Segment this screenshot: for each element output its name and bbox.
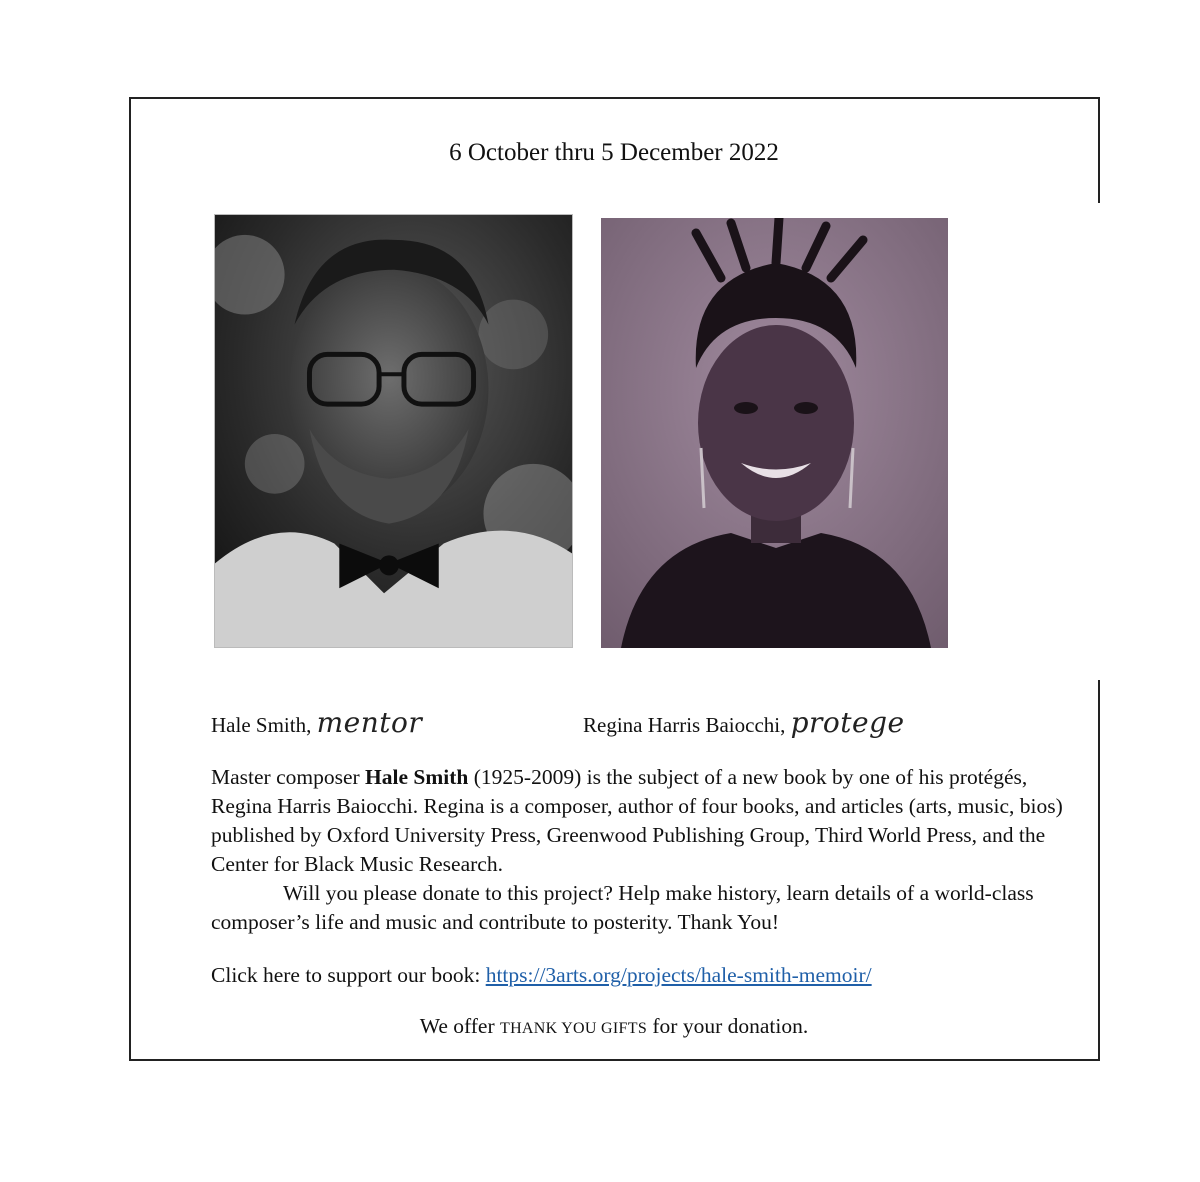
- hale-smith-bold-name: Hale Smith: [365, 765, 469, 789]
- protege-role-label: protege: [790, 706, 905, 739]
- hale-smith-caption: [211, 701, 422, 747]
- hale-smith-name: Hale Smith,: [211, 713, 317, 737]
- paragraph-1-rest: (1925-2009) is the subject of a new book by one of his protégés, Regina Harris Baiocchi. Regina is a composer, author of four books, and articles (arts, music, bios) published by Oxford University Press, Greenwood Publishing Group, Third World Press, and the Center for Black Music Research.: [211, 765, 1063, 876]
- paragraph-1-lead: Master composer: [211, 765, 366, 789]
- regina-name: Regina Harris Baiocchi,: [583, 713, 791, 737]
- frame-top-edge: [129, 97, 1100, 99]
- support-label: Click here to support our book:: [211, 963, 486, 987]
- date-range: 6 October thru 5 December 2022: [449, 139, 779, 166]
- support-line: [211, 961, 872, 990]
- gifts-before: We offer: [419, 1014, 500, 1038]
- hale-smith-photo: [214, 214, 573, 648]
- thank-you-gifts-line: [130, 1012, 1098, 1043]
- mentor-role-label: mentor: [316, 706, 423, 739]
- frame-left-edge: [129, 97, 131, 1060]
- frame-right-edge-upper: [1098, 97, 1100, 203]
- description-text: [211, 763, 1071, 937]
- description-paragraph-1: [211, 763, 1071, 879]
- regina-caption: [583, 701, 905, 747]
- frame-bottom-edge: [129, 1059, 1100, 1061]
- description-paragraph-2: Will you please donate to this project? Help make history, learn details of a world-class composer’s life and music and contribute to posterity. Thank You!: [211, 881, 1034, 934]
- gifts-after: for your donation.: [647, 1014, 809, 1038]
- thank-you-gifts-label: THANK YOU GIFTS: [500, 1020, 648, 1037]
- regina-harris-baiocchi-photo: [601, 218, 948, 648]
- frame-right-edge-lower: [1098, 680, 1100, 1060]
- donation-link[interactable]: https://3arts.org/projects/hale-smith-memoir/: [485, 963, 872, 987]
